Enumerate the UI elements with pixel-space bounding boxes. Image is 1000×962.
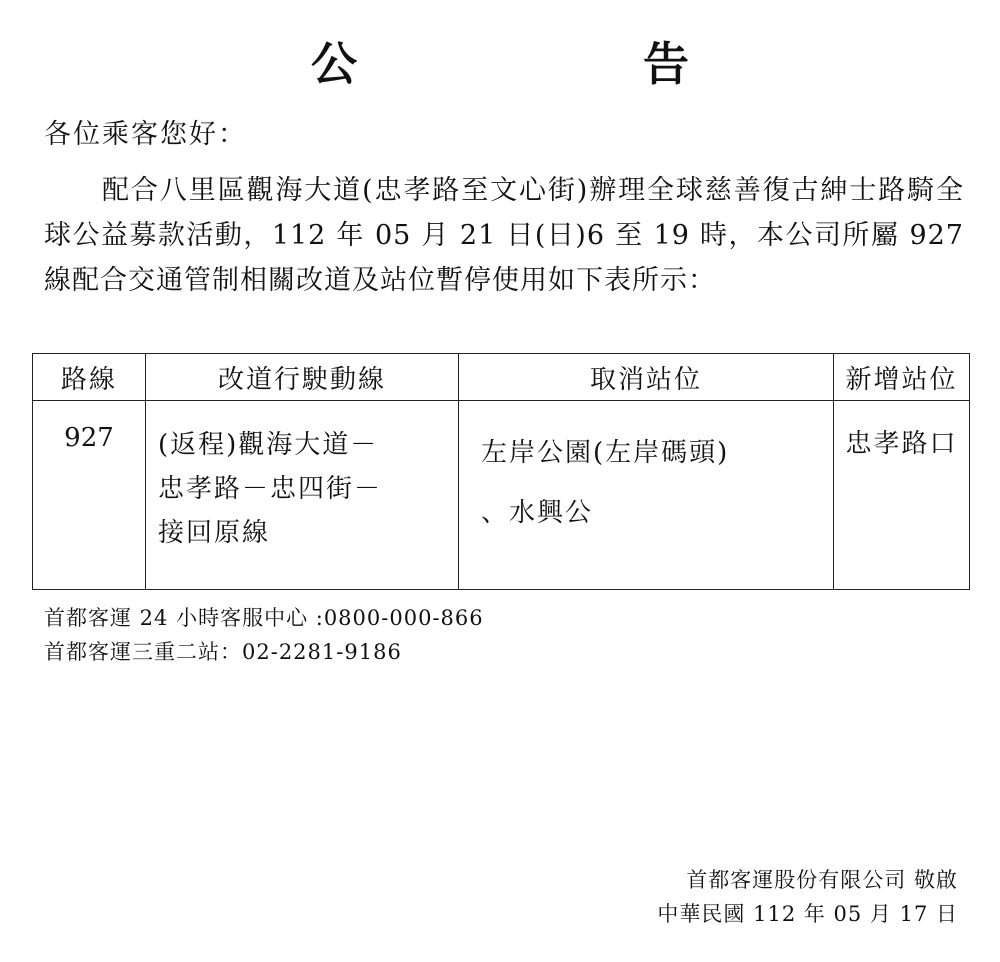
header-added: 新增站位 [834, 354, 970, 401]
detour-line: 接回原線 [158, 518, 271, 548]
table-header-row [33, 354, 970, 401]
greeting: 各位乘客您好： [44, 119, 247, 150]
detour-route [146, 401, 459, 590]
header-detour: 改道行駛動線 [146, 354, 459, 401]
detour-line: (返程)觀海大道－ [158, 430, 379, 460]
detour-table [32, 353, 970, 590]
detour-line: 忠孝路－忠四街－ [158, 474, 383, 504]
notice-title: 公 告 [311, 37, 809, 91]
cancelled-line: 左岸公園(左岸碼頭) [481, 438, 730, 468]
signature-company: 首都客運股份有限公司 敬啟 [686, 868, 958, 892]
table-row [33, 401, 970, 590]
contact-station: 首都客運三重二站：02-2281-9186 [44, 640, 402, 664]
notice-body: 配合八里區觀海大道(忠孝路至文心街)辦理全球慈善復古紳士路騎全球公益募款活動，112 年 05 月 21 日(日)6 至 19 時，本公司所屬 927 線配合交通管制相關改道及站位暫停使用如下表所示： [44, 175, 964, 296]
added-stop: 忠孝路口 [834, 401, 970, 590]
signature-date: 中華民國 112 年 05 月 17 日 [657, 902, 958, 926]
header-cancelled: 取消站位 [459, 354, 834, 401]
route-number: 927 [33, 401, 146, 590]
contact-service-center: 首都客運 24 小時客服中心 :0800-000-866 [44, 606, 484, 630]
cancelled-stops [459, 401, 834, 590]
header-route: 路線 [33, 354, 146, 401]
cancelled-line: 、水興公 [481, 498, 594, 528]
